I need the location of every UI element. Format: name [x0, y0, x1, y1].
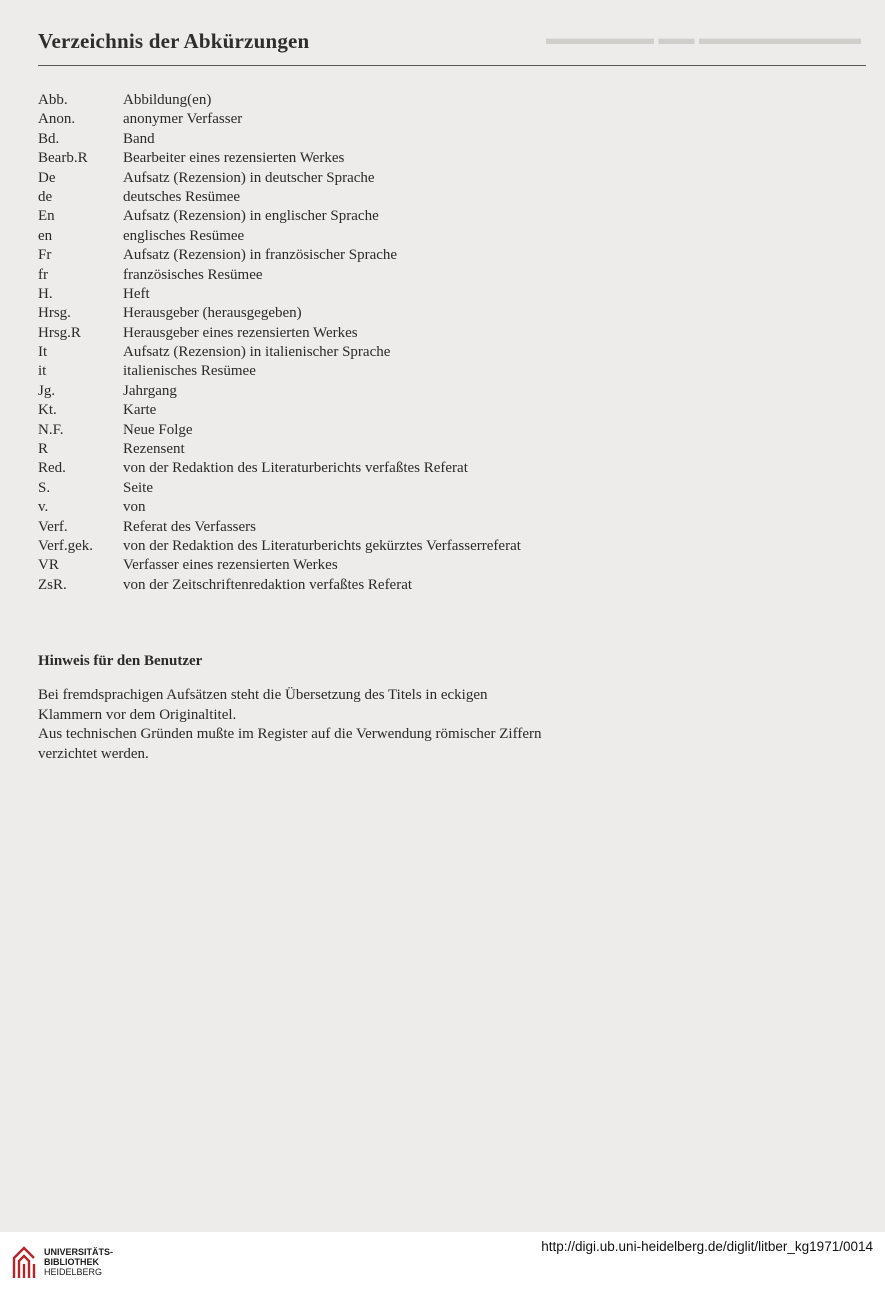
abbreviation-term: Fr — [38, 247, 52, 264]
abbreviation-term: Kt. — [38, 402, 57, 419]
library-logo-text — [44, 1247, 113, 1277]
abbreviation-meaning: anonymer Verfasser — [123, 111, 243, 128]
abbreviation-term: Hrsg. — [38, 305, 71, 322]
abbreviation-term: ZsR. — [38, 576, 67, 593]
abbreviation-row — [38, 343, 798, 362]
notice-heading: Hinweis für den Benutzer — [38, 653, 203, 669]
logo-line: UNIVERSITÄTS- — [44, 1247, 114, 1257]
abbreviation-term: N.F. — [38, 421, 64, 438]
page-title: Verzeichnis der Abkürzungen — [38, 29, 310, 53]
abbreviation-meaning: von — [123, 499, 146, 516]
abbreviation-term: R — [38, 441, 49, 458]
abbreviation-term: S. — [38, 479, 51, 496]
abbreviation-meaning: Jahrgang — [123, 382, 177, 399]
abbreviation-meaning: von der Redaktion des Literaturberichts verfaßtes Referat — [123, 460, 468, 477]
abbreviation-meaning: Aufsatz (Rezension) in französischer Sprache — [123, 247, 398, 264]
library-logo[interactable] — [10, 1240, 120, 1284]
title-rule — [38, 65, 866, 66]
abbreviation-row — [38, 498, 798, 517]
abbreviation-meaning: Herausgeber (herausgegeben) — [123, 305, 302, 322]
abbreviation-row — [38, 246, 798, 265]
abbreviation-row — [38, 207, 798, 226]
abbreviation-meaning: Neue Folge — [123, 421, 193, 438]
abbreviation-term: Verf. — [38, 518, 68, 535]
abbreviation-term: Hrsg.R — [38, 324, 81, 341]
abbreviation-meaning: Aufsatz (Rezension) in deutscher Sprache — [123, 169, 375, 186]
abbreviation-meaning: englisches Resümee — [123, 227, 245, 244]
abbreviation-meaning: Aufsatz (Rezension) in englischer Sprache — [123, 208, 379, 225]
abbreviation-meaning: Abbildung(en) — [123, 92, 212, 108]
abbreviation-row — [38, 537, 798, 556]
abbreviation-meaning: Bearbeiter eines rezensierten Werkes — [123, 150, 345, 167]
abbreviation-term: H. — [38, 285, 53, 302]
abbreviation-row — [38, 149, 798, 168]
abbreviation-row — [38, 227, 798, 246]
source-url-link[interactable]: http://digi.ub.uni-heidelberg.de/diglit/litber_kg1971/0014 — [541, 1239, 873, 1254]
abbreviation-term: en — [38, 227, 53, 244]
abbreviation-row — [38, 440, 798, 459]
abbreviation-meaning: Band — [123, 130, 155, 147]
abbreviation-term: It — [38, 344, 48, 361]
notice-line: Bei fremdsprachigen Aufsätzen steht die Übersetzung des Titels in eckigen — [38, 687, 488, 703]
notice-line: Aus technischen Gründen mußte im Register auf die Verwendung römischer Ziffern — [38, 726, 542, 742]
abbreviation-row — [38, 110, 798, 129]
logo-line: HEIDELBERG — [44, 1267, 103, 1277]
abbreviation-meaning: von der Zeitschriftenredaktion verfaßtes Referat — [123, 576, 413, 593]
abbreviation-row — [38, 556, 798, 575]
abbreviation-row — [38, 459, 798, 478]
library-logo-icon — [10, 1244, 38, 1280]
abbreviation-term: Bd. — [38, 130, 60, 147]
abbreviation-row — [38, 169, 798, 188]
abbreviation-row — [38, 382, 798, 401]
logo-line: BIBLIOTHEK — [44, 1257, 99, 1267]
abbreviation-row — [38, 304, 798, 323]
abbreviation-term: fr — [38, 266, 48, 283]
abbreviation-meaning: Rezensent — [123, 441, 185, 458]
abbreviation-term: Red. — [38, 460, 66, 477]
abbreviation-meaning: deutsches Resümee — [123, 188, 241, 205]
notice-text — [38, 686, 798, 764]
abbreviation-row — [38, 576, 798, 595]
abbreviation-row — [38, 91, 798, 110]
abbreviation-meaning: italienisches Resümee — [123, 363, 256, 380]
abbreviation-meaning: Verfasser eines rezensierten Werkes — [123, 557, 338, 574]
abbreviation-meaning: Karte — [123, 402, 157, 419]
abbreviation-row — [38, 421, 798, 440]
abbreviation-term: Anon. — [38, 111, 76, 128]
abbreviation-meaning: Seite — [123, 479, 153, 496]
abbreviation-meaning: Aufsatz (Rezension) in italienischer Sprache — [123, 344, 391, 361]
abbreviation-row — [38, 479, 798, 498]
abbreviation-row — [38, 401, 798, 420]
notice-line: Klammern vor dem Originaltitel. — [38, 706, 237, 723]
abbreviation-meaning: von der Redaktion des Literaturberichts gekürztes Verfasserreferat — [123, 537, 521, 554]
abbreviation-term: it — [38, 363, 47, 380]
abbreviation-row — [38, 285, 798, 304]
abbreviation-term: Verf.gek. — [38, 537, 93, 554]
bleed-through-heading: ▬▬▬▬▬▬ ▬▬ ▬▬▬▬▬▬▬▬▬ — [546, 28, 861, 48]
abbreviation-row — [38, 324, 798, 343]
abbreviation-term: De — [38, 169, 56, 186]
abbreviation-term: VR — [38, 557, 59, 574]
footer-bar — [0, 1232, 885, 1292]
abbreviation-list — [38, 91, 798, 595]
abbreviation-row — [38, 188, 798, 207]
abbreviation-row — [38, 130, 798, 149]
abbreviation-term: Abb. — [38, 92, 68, 108]
notice-line: verzichtet werden. — [38, 745, 149, 762]
abbreviation-meaning: Herausgeber eines rezensierten Werkes — [123, 324, 358, 341]
abbreviation-row — [38, 518, 798, 537]
abbreviation-meaning: französisches Resümee — [123, 266, 263, 283]
abbreviation-term: En — [38, 208, 55, 225]
abbreviation-term: de — [38, 188, 53, 205]
abbreviation-meaning: Referat des Verfassers — [123, 518, 257, 535]
abbreviation-term: Jg. — [38, 382, 56, 399]
abbreviation-meaning: Heft — [123, 285, 150, 302]
abbreviation-row — [38, 362, 798, 381]
abbreviation-term: Bearb.R — [38, 150, 88, 167]
abbreviation-row — [38, 266, 798, 285]
abbreviation-term: v. — [38, 499, 49, 516]
